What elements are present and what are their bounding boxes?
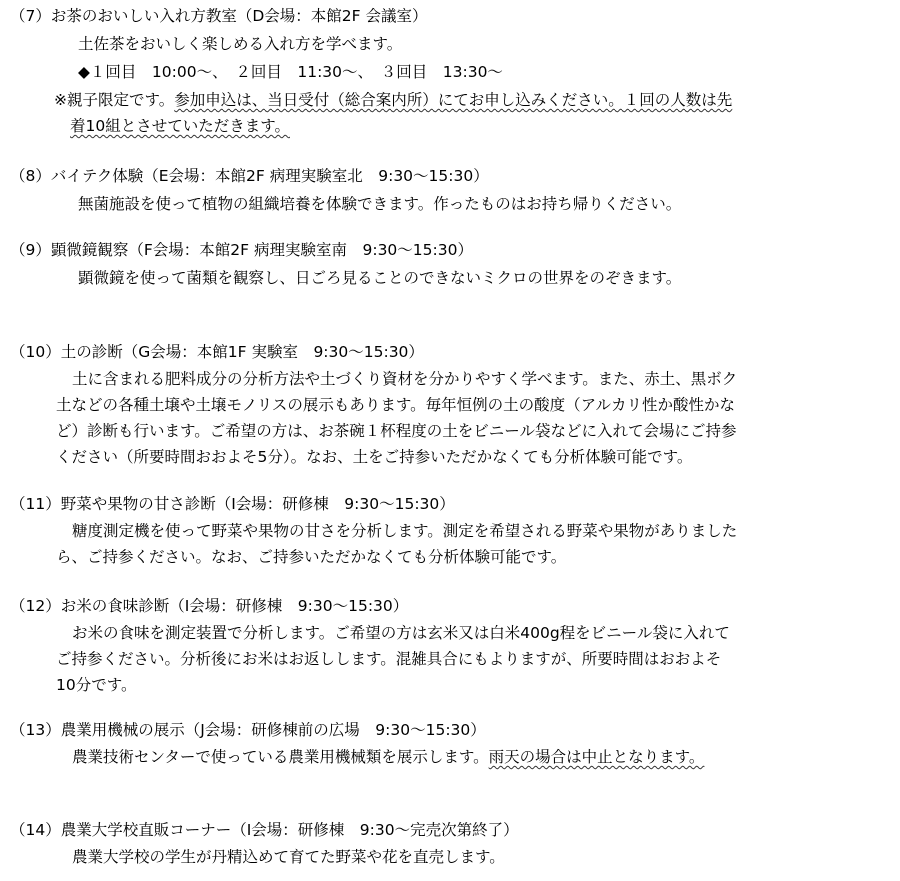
section-body-line: お米の食味を測定装置で分析します。ご希望の方は玄米又は白米400g程をビニール袋に入れて xyxy=(72,624,730,642)
note-line xyxy=(54,90,732,110)
section-body-line xyxy=(72,747,704,767)
section-heading: （7）お茶のおいしい入れ方教室（D会場：本館2F 会議室） xyxy=(10,7,428,25)
section-body-line: ど）診断も行います。ご希望の方は、お茶碗１杯程度の土をビニール袋などに入れて会場にご持参 xyxy=(56,422,737,440)
section-heading: （10）土の診断（G会場：本館1F 実験室 9:30～15:30） xyxy=(10,343,424,361)
section-heading: （11）野菜や果物の甘さ診断（I会場：研修棟 9:30～15:30） xyxy=(10,495,455,513)
section-heading: （12）お米の食味診断（I会場：研修棟 9:30～15:30） xyxy=(10,597,409,615)
session-times: ◆１回目 10:00～、 ２回目 11:30～、 ３回目 13:30～ xyxy=(78,63,503,81)
section-body-line: 土などの各種土壌や土壌モノリスの展示もあります。毎年恒例の土の酸度（アルカリ性か酸性かな xyxy=(56,396,736,414)
section-body-line: 土に含まれる肥料成分の分析方法や土づくり資材を分かりやすく学べます。また、赤土、黒ボク xyxy=(72,370,738,388)
section-body-line: ら、ご持参ください。なお、ご持参いただかなくても分析体験可能です。 xyxy=(56,548,567,566)
section-body-line: 農業大学校の学生が丹精込めて育てた野菜や花を直売します。 xyxy=(72,848,505,866)
section-body-line: 顕微鏡を使って菌類を観察し、日ごろ見ることのできないミクロの世界をのぞきます。 xyxy=(78,269,682,287)
section-heading: （9）顕微鏡観察（F会場：本館2F 病理実験室南 9:30～15:30） xyxy=(10,241,473,259)
note-line xyxy=(70,116,290,136)
body-text: 農業技術センターで使っている農業用機械類を展示します。 xyxy=(72,748,489,766)
section-body-line: 無菌施設を使って植物の組織培養を体験できます。作ったものはお持ち帰りください。 xyxy=(78,195,682,213)
note-prefix: ※親子限定です。 xyxy=(54,91,175,109)
section-heading: （8）バイテク体験（E会場：本館2F 病理実験室北 9:30～15:30） xyxy=(10,167,489,185)
note-underlined: 参加申込は、当日受付（総合案内所）にてお申し込みください。１回の人数は先 xyxy=(174,91,733,109)
section-body-line: ご持参ください。分析後にお米はお返しします。混雑具合にもよりますが、所要時間はおおよそ xyxy=(56,650,722,668)
section-body-line: 10分です。 xyxy=(56,676,137,694)
section-body-line: ください（所要時間おおよそ5分）。なお、土をご持参いただかなくても分析体験可能です。 xyxy=(56,448,693,466)
note-underlined: 着10組とさせていただきます。 xyxy=(70,117,290,135)
section-heading: （14）農業大学校直販コーナー（I会場：研修棟 9:30～完売次第終了） xyxy=(10,821,519,839)
section-body-line: 土佐茶をおいしく楽しめる入れ方を学べます。 xyxy=(78,35,403,53)
section-body-line: 糖度測定機を使って野菜や果物の甘さを分析します。測定を希望される野菜や果物がありました xyxy=(72,522,738,540)
section-heading: （13）農業用機械の展示（J会場：研修棟前の広場 9:30～15:30） xyxy=(10,721,486,739)
body-underlined: 雨天の場合は中止となります。 xyxy=(488,748,705,766)
